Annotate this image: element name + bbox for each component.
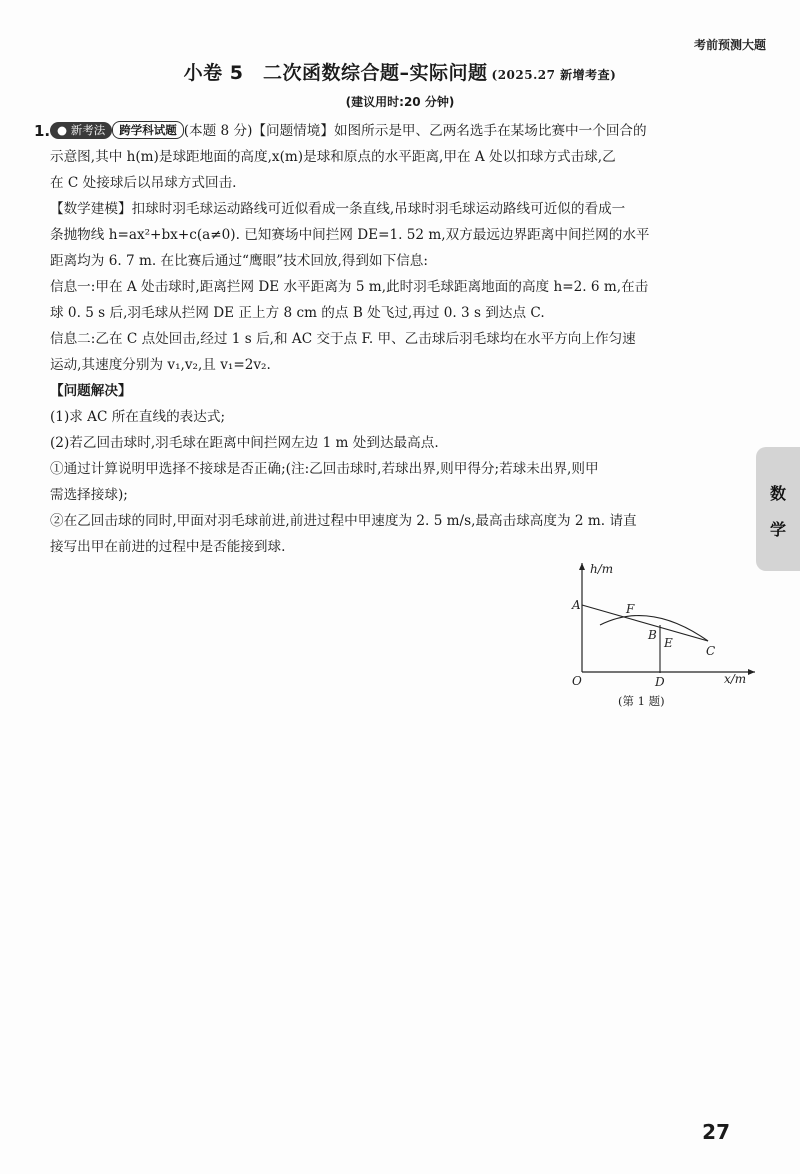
section-header: 考前预测大题 bbox=[693, 38, 766, 52]
point-label-e: E bbox=[664, 636, 673, 650]
question-line: 示意图,其中 h(m)是球距地面的高度,x(m)是球和原点的水平距离,甲在 A 处以扣球方式击球,乙 bbox=[50, 149, 616, 165]
point-label-f: F bbox=[626, 602, 635, 616]
question-figure bbox=[560, 555, 760, 715]
tag-cross-subject: 跨学科试题 bbox=[112, 121, 184, 139]
question-line: 在 C 处接球后以吊球方式回击. bbox=[50, 175, 237, 191]
point-label-b: B bbox=[648, 628, 657, 642]
question-line: 条抛物线 h=ax²+bx+c(a≠0). 已知赛场中间拦网 DE=1. 52 m,双方最远边界距离中间拦网的水平 bbox=[50, 227, 650, 243]
title-sub: (2025.27 新增考查) bbox=[491, 68, 617, 82]
x-axis-arrow bbox=[748, 669, 755, 675]
question-line: 信息一:甲在 A 处击球时,距离拦网 DE 水平距离为 5 m,此时羽毛球距离地面的高度 h=2. 6 m,在击 bbox=[50, 279, 649, 295]
figure-diagram bbox=[560, 555, 760, 715]
question-line: (1)求 AC 所在直线的表达式; bbox=[50, 409, 226, 425]
question-line: 球 0. 5 s 后,羽毛球从拦网 DE 正上方 8 cm 的点 B 处飞过,再过 0. 3 s 到达点 C. bbox=[50, 305, 545, 321]
y-axis-label: h/m bbox=[590, 562, 614, 576]
title-main: 小卷 5 二次函数综合题–实际问题 bbox=[183, 62, 488, 84]
question-line: ②在乙回击球的同时,甲面对羽毛球前进,前进过程中甲速度为 2. 5 m/s,最高击球高度为 2 m. 请直 bbox=[50, 513, 637, 529]
question-line: 需选择接球); bbox=[50, 487, 128, 503]
point-label-c: C bbox=[706, 644, 716, 658]
y-axis-arrow bbox=[579, 563, 585, 570]
page-number: 27 bbox=[702, 1120, 730, 1144]
subject-side-tab bbox=[756, 447, 800, 571]
time-hint: (建议用时:20 分钟) bbox=[345, 95, 455, 109]
question-number: 1. bbox=[34, 122, 51, 140]
point-label-a: A bbox=[572, 598, 581, 612]
question-line: 信息二:乙在 C 点处回击,经过 1 s 后,和 AC 交于点 F. 甲、乙击球后羽毛球均在水平方向上作匀速 bbox=[50, 331, 636, 347]
figure-caption: (第 1 题) bbox=[618, 694, 665, 708]
question-body bbox=[34, 118, 750, 560]
point-label-d: D bbox=[655, 675, 665, 689]
side-tab-char: 数 bbox=[770, 484, 787, 503]
section-heading: 【问题解决】 bbox=[50, 383, 132, 399]
page-title bbox=[0, 58, 800, 85]
question-line: (2)若乙回击球时,羽毛球在距离中间拦网左边 1 m 处到达最高点. bbox=[50, 435, 439, 451]
question-text: (本题 8 分)【问题情境】如图所示是甲、乙两名选手在某场比赛中一个回合的 bbox=[183, 123, 647, 139]
question-line: 【数学建模】扣球时羽毛球运动路线可近似看成一条直线,吊球时羽毛球运动路线可近似的看成一 bbox=[50, 201, 626, 217]
tag-new-method: ● 新考法 bbox=[50, 122, 112, 139]
line-ac bbox=[582, 605, 708, 641]
side-tab-char: 学 bbox=[770, 520, 787, 539]
question-line: 运动,其速度分别为 v₁,v₂,且 v₁=2v₂. bbox=[50, 357, 271, 373]
question-line: 距离均为 6. 7 m. 在比赛后通过“鹰眼”技术回放,得到如下信息: bbox=[50, 253, 428, 269]
question-line bbox=[50, 118, 750, 144]
origin-label: O bbox=[572, 674, 582, 688]
question-line: 接写出甲在前进的过程中是否能接到球. bbox=[50, 539, 286, 555]
question-line: ①通过计算说明甲选择不接球是否正确;(注:乙回击球时,若球出界,则甲得分;若球未出界,则甲 bbox=[50, 461, 599, 477]
x-axis-label: x/m bbox=[724, 672, 747, 686]
